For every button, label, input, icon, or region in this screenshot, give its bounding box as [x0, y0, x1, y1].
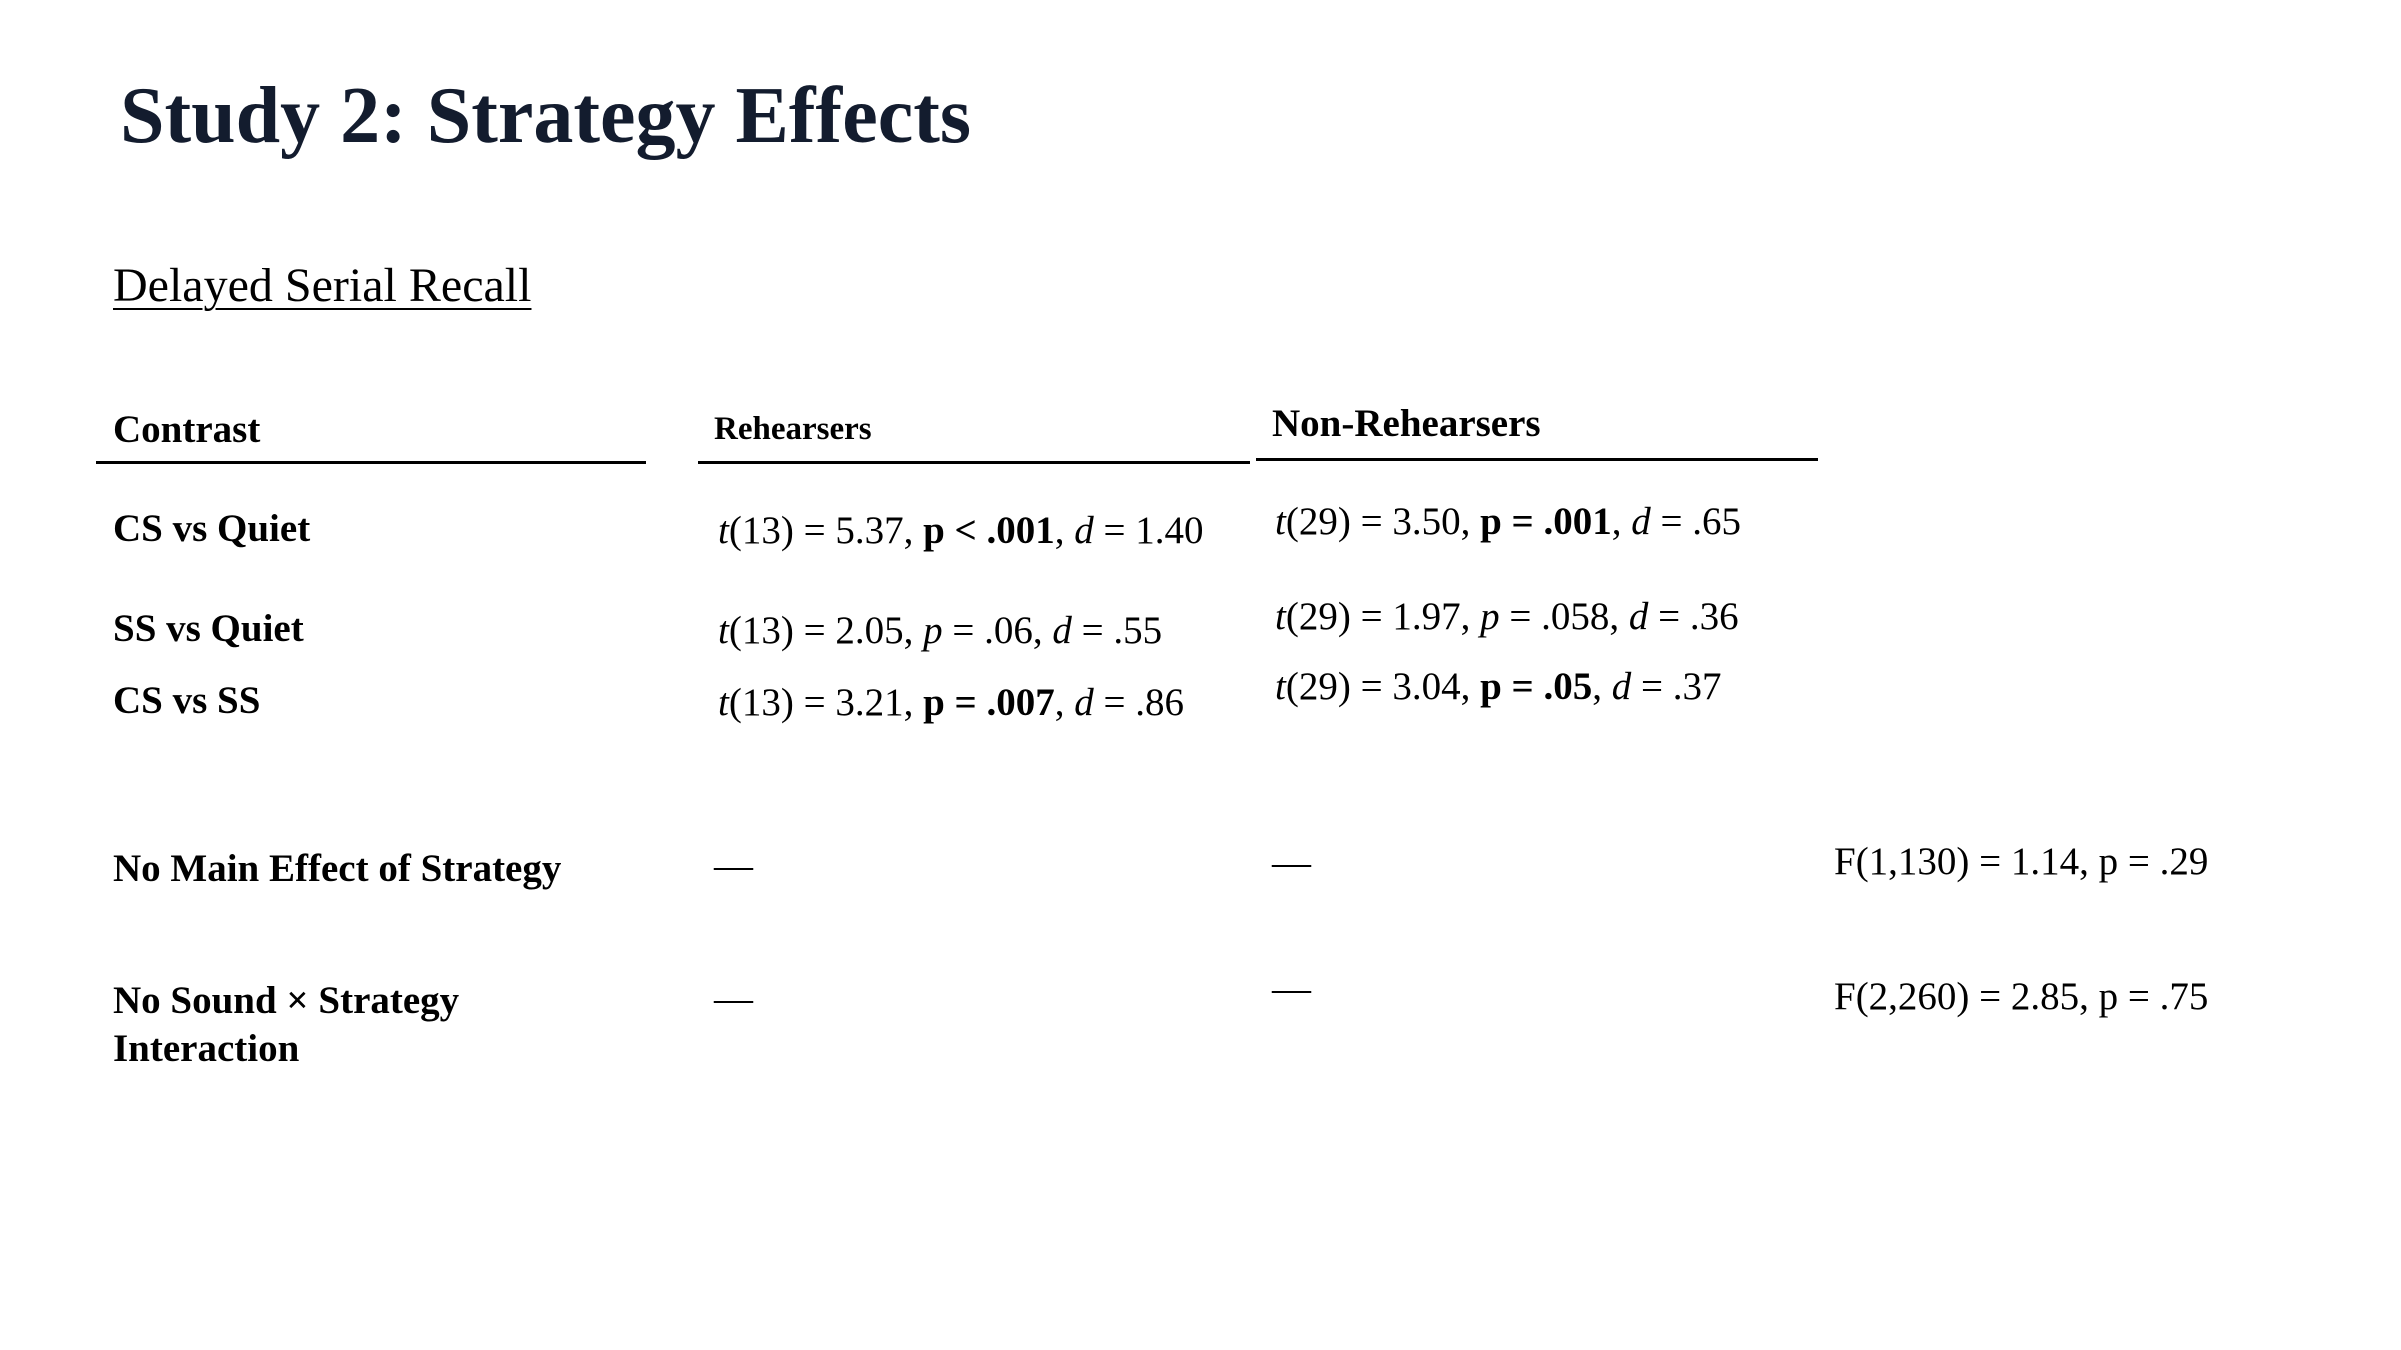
row-label: SS vs Quiet	[113, 607, 304, 650]
anova-result: F(2,260) = 2.85, p = .75	[1834, 975, 2209, 1018]
rehearsers-empty: —	[714, 844, 753, 887]
rehearsers-stat: t(13) = 3.21, p = .007, d = .86	[718, 681, 1184, 724]
header-rule-non-rehearsers	[1256, 458, 1818, 461]
rehearsers-empty: —	[714, 977, 753, 1020]
slide-title: Study 2: Strategy Effects	[120, 72, 971, 160]
non-rehearsers-empty: —	[1272, 841, 1311, 884]
row-label: CS vs SS	[113, 679, 261, 722]
effect-label: No Sound × Strategy Interaction	[113, 979, 460, 1070]
section-heading: Delayed Serial Recall	[113, 259, 532, 312]
non-rehearsers-stat: t(29) = 3.04, p = .05, d = .37	[1275, 665, 1722, 708]
row-label: CS vs Quiet	[113, 507, 311, 550]
header-rule-rehearsers	[698, 461, 1250, 464]
column-header-rehearsers: Rehearsers	[714, 411, 872, 447]
non-rehearsers-empty: —	[1272, 967, 1311, 1010]
effect-label: No Main Effect of Strategy	[113, 847, 562, 890]
column-header-non-rehearsers: Non-Rehearsers	[1272, 402, 1541, 445]
rehearsers-stat: t(13) = 2.05, p = .06, d = .55	[718, 609, 1163, 652]
rehearsers-stat: t(13) = 5.37, p < .001, d = 1.40	[718, 509, 1204, 552]
non-rehearsers-stat: t(29) = 1.97, p = .058, d = .36	[1275, 595, 1739, 638]
non-rehearsers-stat: t(29) = 3.50, p = .001, d = .65	[1275, 500, 1741, 543]
column-header-contrast: Contrast	[113, 408, 261, 451]
header-rule-contrast	[96, 461, 646, 464]
anova-result: F(1,130) = 1.14, p = .29	[1834, 840, 2209, 883]
